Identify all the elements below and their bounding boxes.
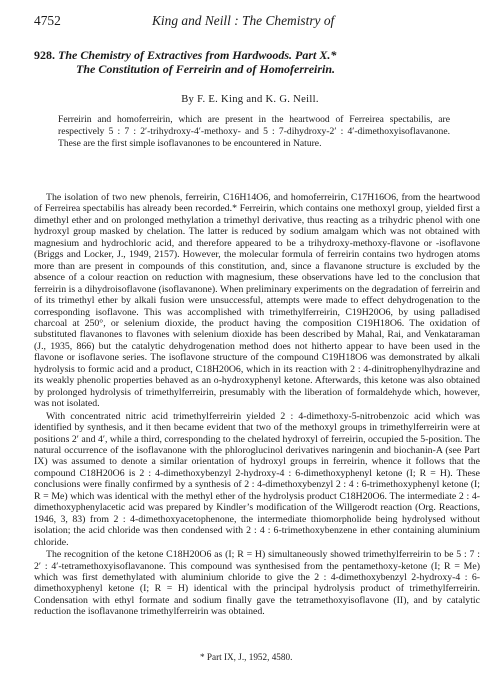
article-number: 928.: [34, 48, 55, 62]
article-body: [34, 192, 480, 618]
title-line-1: [34, 48, 480, 62]
footnote: * Part IX, J., 1952, 4580.: [200, 652, 293, 662]
body-paragraph-2: With concentrated nitric acid trimethylferreirin yielded 2 : 4-dimethoxy-5-nitrobenzoic acid which was identified by synthesis, and it then became evident that two of the methoxyl groups in trimethylferreirin were at positions 2′ and 4′, while a third, corresponding to the chelated hydroxyl of ferreirin, occupied the 5-position. The natural occurrence of the isoflavanone with the phloroglucinol derivatives naringenin and biochanin-A (see Part IX) was assumed to denote a similar orientation of hydroxyl groups in ferreirin, whence it follows that the compound C18H20O6 is 2 : 4-dimethoxybenzyl 2-hydroxy-4 : 6-dimethoxyphenyl ketone (I; R = H). These conclusions were finally confirmed by a synthesis of 2 : 4-dimethoxybenzyl 2 : 4 : 6-trimethoxyphenyl ketone (I; R = Me) which was identical with the methyl ether of the hydrolysis product C18H20O6. The intermediate 2 : 4-dimethoxyphenylacetic acid was prepared by Kindler’s modification of the Willgerodt reaction (Org. Reactions, 1946, 3, 83) from 2 : 4-dimethoxyacetophenone, the intermediate thiomorpholide being hydrolysed without isolation; the acid chloride was then condensed with 2 : 4 : 6-trimethoxybenzene in ether containing aluminium chloride.: [34, 410, 480, 548]
running-title: King and Neill : The Chemistry of: [152, 13, 335, 28]
abstract: Ferreirin and homoferreirin, which are present in the heartwood of Ferreirea spectabilis, are respectively 5 : 7 : 2′-trihydroxy-4′-methoxy- and 5 : 7-dihydroxy-2′ : 4′-dimethoxyisoflavanone. These are the first simple isoflavanones to be encountered in Nature.: [58, 114, 450, 149]
body-paragraph-1: The isolation of two new phenols, ferreirin, C16H14O6, and homoferreirin, C17H16O6, from the heartwood of Ferreirea spectabilis has already been recorded.* Ferreirin, which contains one methoxyl group, yielded first a dimethyl ether and on prolonged methylation a trimethyl derivative, thus reacting as a trihydric phenol with one hydroxyl group masked by chelation. The latter is reduced by sodium amalgam which was not obtained with magnesium and hydrochloric acid, and therefore appeared to be a trihydroxy-methoxy-flavone or -isoflavone (Briggs and Locker, J., 1949, 2157). However, the molecular formula of ferreirin contains two hydrogen atoms more than are present in compounds of this constitution, and, since a flavanone structure is excluded by the absence of a colour reaction on reduction with magnesium, these observations have led to the conclusion that ferreirin is a dihydroisoflavone (isoflavanone). When preliminary experiments on the degradation of ferreirin and of its trimethyl ether by alkali fusion were unsuccessful, attempts were made to effect dehydrogenation to the corresponding isoflavone. This was accomplished with trimethylferreirin, C19H20O6, by using palladised charcoal at 250°, or selenium dioxide, the product having the composition C19H18O6. The oxidation of substituted flavanones to flavones with selenium dioxide has been described by Mahal, Rai, and Venkataraman (J., 1935, 866) but the catalytic dehydrogenation method does not hitherto appear to have been used in the flavone or isoflavone series. The isoflavone structure of the compound C19H18O6 was demonstrated by alkali hydrolysis to formic acid and a product, C18H20O6, which in its reaction with 2 : 4-dinitrophenylhydrazine and its weakly phenolic properties behaved as an o-hydroxyphenyl ketone. Afterwards, this ketone was also obtained by prolonged hydrolysis of trimethylferreirin, presumably with the liberation of formaldehyde which, however, was not isolated.: [34, 192, 480, 410]
authors: By F. E. King and K. G. Neill.: [181, 94, 319, 105]
page-number: 4752: [34, 13, 61, 28]
article-title-part-2: The Constitution of Ferreirin and of Homoferreirin.: [76, 62, 336, 76]
article-title-block: [34, 48, 480, 76]
article-title-part-1: The Chemistry of Extractives from Hardwoods. Part X.*: [58, 48, 337, 62]
running-head: [34, 13, 480, 31]
body-paragraph-3: The recognition of the ketone C18H20O6 as (I; R = H) simultaneously showed trimethylferreirin to be 5 : 7 : 2′ : 4′-tetramethoxyisoflavanone. This compound was synthesised from the pentamethoxy-ketone (I; R = Me) which was first demethylated with aluminium chloride to give the 2 : 4-dimethoxybenzyl 2-hydroxy-4 : 6-dimethoxyphenyl ketone (I; R = H) identical with the principal hydrolysis product of trimethylferreirin. Condensation with ethyl formate and sodium finally gave the tetramethoxyisoflavone (II), and by catalytic reduction the isoflavanone trimethylferreirin was obtained.: [34, 549, 480, 618]
